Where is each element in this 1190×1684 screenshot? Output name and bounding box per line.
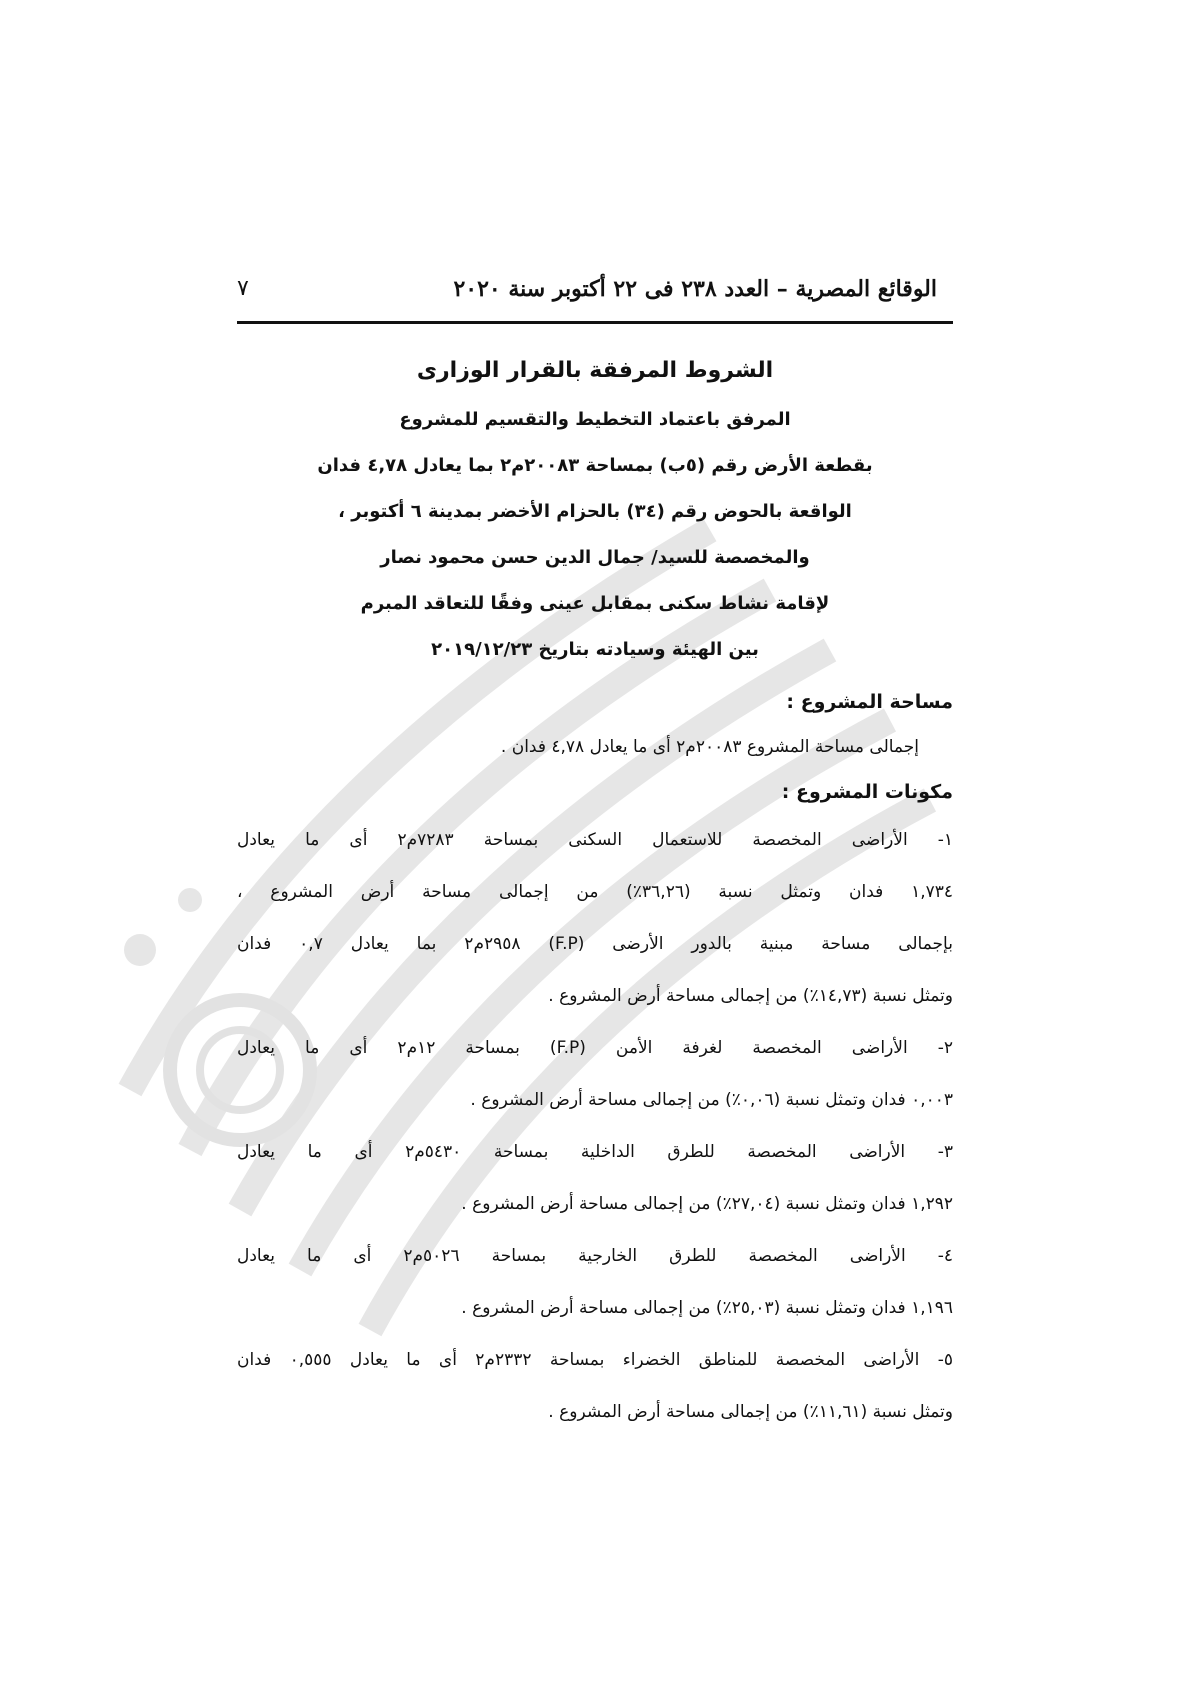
- component-item-5: [237, 1334, 953, 1438]
- component-item-3: [237, 1126, 953, 1230]
- component-item-1: [237, 814, 953, 1022]
- title-line: المرفق باعتماد التخطيط والتقسيم للمشروع: [399, 409, 791, 430]
- header-title: الوقائع المصرية – العدد ٢٣٨ فى ٢٢ أكتوبر سنة ٢٠٢٠: [453, 276, 937, 302]
- area-heading: مساحة المشروع :: [786, 691, 953, 713]
- components-heading: مكونات المشروع :: [781, 781, 953, 803]
- item-line: ٥- الأراضى المخصصة للمناطق الخضراء بمساحة ٢٣٣٢م٢ أى ما يعادل ٠,٥٥٥ فدان: [237, 1350, 953, 1370]
- item-line: ١,٧٣٤ فدان وتمثل نسبة (٣٦,٢٦٪) من إجمالى مساحة أرض المشروع ،: [237, 882, 954, 902]
- area-text: إجمالى مساحة المشروع ٢٠٠٨٣م٢ أى ما يعادل ٤,٧٨ فدان .: [500, 737, 919, 757]
- page-header: [237, 270, 953, 318]
- component-item-4: [237, 1230, 953, 1334]
- component-item-2: [237, 1022, 953, 1126]
- title-line: بين الهيئة وسيادته بتاريخ ٢٠١٩/١٢/٢٣: [431, 639, 759, 660]
- item-line: وتمثل نسبة (١٤,٧٣٪) من إجمالى مساحة أرض المشروع .: [548, 986, 953, 1006]
- item-line: ٢- الأراضى المخصصة لغرفة الأمن (F.P) بمساحة ١٢م٢ أى ما يعادل: [237, 1038, 954, 1058]
- item-line: ٣- الأراضى المخصصة للطرق الداخلية بمساحة ٥٤٣٠م٢ أى ما يعادل: [237, 1142, 953, 1162]
- header-divider: [237, 321, 953, 324]
- item-line: ١,٢٩٢ فدان وتمثل نسبة (٢٧,٠٤٪) من إجمالى مساحة أرض المشروع .: [461, 1194, 953, 1214]
- item-line: بإجمالى مساحة مبنية بالدور الأرضى (F.P) ٢٩٥٨م٢ بما يعادل ٠,٧ فدان: [237, 934, 953, 954]
- title-line: الواقعة بالحوض رقم (٣٤) بالحزام الأخضر بمدينة ٦ أكتوبر ،: [338, 501, 852, 522]
- title-line: بقطعة الأرض رقم (٥ب) بمساحة ٢٠٠٨٣م٢ بما يعادل ٤,٧٨ فدان: [317, 455, 873, 476]
- item-line: ٤- الأراضى المخصصة للطرق الخارجية بمساحة ٥٠٢٦م٢ أى ما يعادل: [237, 1246, 954, 1266]
- title-line: لإقامة نشاط سكنى بمقابل عينى وفقًا للتعاقد المبرم: [360, 593, 830, 614]
- item-line: وتمثل نسبة (١١,٦١٪) من إجمالى مساحة أرض المشروع .: [548, 1402, 953, 1422]
- title-line: والمخصصة للسيد/ جمال الدين حسن محمود نصار: [380, 547, 810, 568]
- item-line: ٠,٠٠٣ فدان وتمثل نسبة (٠,٠٦٪) من إجمالى مساحة أرض المشروع .: [470, 1090, 953, 1110]
- item-line: ١,١٩٦ فدان وتمثل نسبة (٢٥,٠٣٪) من إجمالى مساحة أرض المشروع .: [461, 1298, 953, 1318]
- decree-title-block: [237, 350, 953, 673]
- page-number: ٧: [237, 276, 249, 301]
- item-line: ١- الأراضى المخصصة للاستعمال السكنى بمساحة ٧٢٨٣م٢ أى ما يعادل: [237, 830, 954, 850]
- document-body: [237, 680, 953, 1438]
- main-title: الشروط المرفقة بالقرار الوزارى: [416, 358, 774, 383]
